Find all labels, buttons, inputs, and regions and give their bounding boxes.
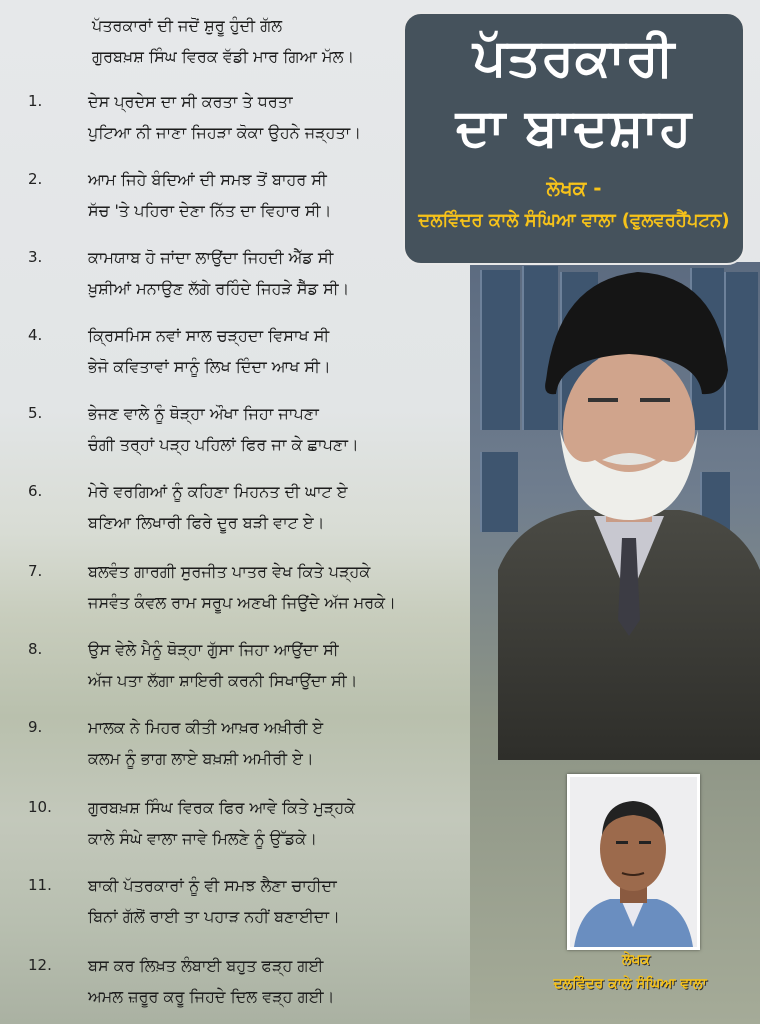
- poem-line: ਕਾਮਯਾਬ ਹੋ ਜਾਂਦਾ ਲਾਉਂਦਾ ਜਿਹਦੀ ਐੱਡ ਸੀ: [88, 248, 334, 267]
- poem-line: ਬਣਿਆ ਲਿਖਾਰੀ ਫਿਰੇ ਦੂਰ ਬੜੀ ਵਾਟ ਏ।: [88, 513, 325, 532]
- poem-line: ਚੰਗੀ ਤਰ੍ਹਾਂ ਪੜ੍ਹ ਪਹਿਲਾਂ ਫਿਰ ਜਾ ਕੇ ਛਾਪਣਾ।: [88, 435, 359, 454]
- poem-line: ਮਾਲਕ ਨੇ ਮਿਹਰ ਕੀਤੀ ਆਖ਼ਰ ਅਖ਼ੀਰੀ ਏ: [88, 718, 324, 737]
- poem-line: ਖ਼ੁਸ਼ੀਆਂ ਮਨਾਉਣ ਲੱਗੇ ਰਹਿੰਦੇ ਜਿਹੜੇ ਸੈੱਡ ਸੀ।: [88, 279, 350, 298]
- stanza-number: 6.: [28, 482, 43, 500]
- caption-name: ਦਲਵਿੰਦਰ ਕਾਲੇ ਸੰਘਿਆ ਵਾਲਾ: [553, 976, 707, 992]
- poem-line: ਕਲਮ ਨੂੰ ਭਾਗ ਲਾਏ ਬਖ਼ਸ਼ੀ ਅਮੀਰੀ ਏ।: [88, 749, 314, 768]
- poem-line: ਅਮਲ ਜ਼ਰੂਰ ਕਰੂ ਜਿਹਦੇ ਦਿਲ ਵੜ੍ਹ ਗਈ।: [88, 987, 335, 1006]
- author-photo: [567, 774, 700, 950]
- stanza-number: 11.: [28, 876, 52, 894]
- stanza-number: 12.: [28, 956, 52, 974]
- poem-line: ਪੁਟਿਆ ਨੀ ਜਾਣਾ ਜਿਹੜਾ ਕੋਕਾ ਉਹਨੇ ਜੜ੍ਹਤਾ।: [88, 123, 362, 142]
- poem-line: ਕਾਲੇ ਸੰਘੇ ਵਾਲਾ ਜਾਵੇ ਮਿਲਣੇ ਨੂੰ ਉੱਡਕੇ।: [88, 829, 317, 848]
- caption-label: ਲੇਖਕ: [622, 952, 650, 968]
- poem-line: ਸੱਚ 'ਤੇ ਪਹਿਰਾ ਦੇਣਾ ਨਿੱਤ ਦਾ ਵਿਹਾਰ ਸੀ।: [88, 201, 332, 220]
- poem-line: ਗੁਰਬਖ਼ਸ਼ ਸਿੰਘ ਵਿਰਕ ਫਿਰ ਆਵੇ ਕਿਤੇ ਮੁੜ੍ਹਕੇ: [88, 798, 356, 817]
- stanza-number: 9.: [28, 718, 43, 736]
- author-label: ਲੇਖਕ -: [546, 176, 602, 200]
- stanza-number: 2.: [28, 170, 43, 188]
- poem-line: ਬਲਵੰਤ ਗਾਰਗੀ ਸੁਰਜੀਤ ਪਾਤਰ ਵੇਖ ਕਿਤੇ ਪੜ੍ਹਕੇ: [88, 562, 371, 581]
- author-name: ਦਲਵਿੰਦਰ ਕਾਲੇ ਸੰਘਿਆ ਵਾਲਾ (ਵੁਲਵਰਹੈਂਪਟਨ): [418, 210, 730, 231]
- title-line-1: ਪੱਤਰਕਾਰੀ: [472, 28, 676, 88]
- poem-line: ਜਸਵੰਤ ਕੰਵਲ ਰਾਮ ਸਰੂਪ ਅਣਖੀ ਜਿਉਂਦੇ ਅੱਜ ਮਰਕੇ।: [88, 593, 396, 612]
- poem-line: ਉਸ ਵੇਲੇ ਮੈਨੂੰ ਥੋੜ੍ਹਾ ਗੁੱਸਾ ਜਿਹਾ ਆਉਂਦਾ ਸੀ: [88, 640, 339, 659]
- poem-line: ਭੇਜਣ ਵਾਲੇ ਨੂੰ ਥੋੜ੍ਹਾ ਔਖਾ ਜਿਹਾ ਜਾਪਣਾ: [88, 404, 319, 423]
- stanza-number: 1.: [28, 92, 43, 110]
- stanza-number: 4.: [28, 326, 43, 344]
- stanza-number: 7.: [28, 562, 43, 580]
- stanza-number: 5.: [28, 404, 43, 422]
- poem-line: ਭੇਜੋ ਕਵਿਤਾਵਾਂ ਸਾਨੂੰ ਲਿਖ ਦਿੰਦਾ ਆਖ ਸੀ।: [88, 357, 331, 376]
- stanza-number: 3.: [28, 248, 43, 266]
- subject-portrait-photo: [498, 270, 760, 760]
- poem-line: ਬਸ ਕਰ ਲਿਖ਼ਤ ਲੰਬਾਈ ਬਹੁਤ ਫੜ੍ਹ ਗਈ: [88, 956, 324, 975]
- stanza-number: 8.: [28, 640, 43, 658]
- poem-line: ਪੱਤਰਕਾਰਾਂ ਦੀ ਜਦੋਂ ਸ਼ੁਰੂ ਹੁੰਦੀ ਗੱਲ: [92, 16, 283, 35]
- poem-line: ਦੇਸ ਪ੍ਰਦੇਸ ਦਾ ਸੀ ਕਰਤਾ ਤੇ ਧਰਤਾ: [88, 92, 293, 111]
- stanza-number: 10.: [28, 798, 52, 816]
- poem-line: ਬਾਕੀ ਪੱਤਰਕਾਰਾਂ ਨੂੰ ਵੀ ਸਮਝ ਲੈਣਾ ਚਾਹੀਦਾ: [88, 876, 337, 895]
- poem-line: ਗੁਰਬਖ਼ਸ਼ ਸਿੰਘ ਵਿਰਕ ਵੱਡੀ ਮਾਰ ਗਿਆ ਮੱਲ।: [92, 47, 355, 66]
- poem-line: ਕ੍ਰਿਸਮਿਸ ਨਵਾਂ ਸਾਲ ਚੜ੍ਹਦਾ ਵਿਸਾਖ ਸੀ: [88, 326, 330, 345]
- poem-line: ਮੇਰੇ ਵਰਗਿਆਂ ਨੂੰ ਕਹਿਣਾ ਮਿਹਨਤ ਦੀ ਘਾਟ ਏ: [88, 482, 348, 501]
- poem-line: ਬਿਨਾਂ ਗੱਲੋਂ ਰਾਈ ਤਾ ਪਹਾੜ ਨਹੀਂ ਬਣਾਈਦਾ।: [88, 907, 340, 926]
- poem-line: ਆਮ ਜਿਹੇ ਬੰਦਿਆਂ ਦੀ ਸਮਝ ਤੋਂ ਬਾਹਰ ਸੀ: [88, 170, 327, 189]
- title-box: [403, 12, 745, 265]
- title-line-2: ਦਾ ਬਾਦਸ਼ਾਹ: [455, 98, 693, 158]
- poem-intro: [92, 10, 354, 72]
- poem-line: ਅੱਜ ਪਤਾ ਲੱਗਾ ਸ਼ਾਇਰੀ ਕਰਨੀ ਸਿਖਾਉਂਦਾ ਸੀ।: [88, 671, 358, 690]
